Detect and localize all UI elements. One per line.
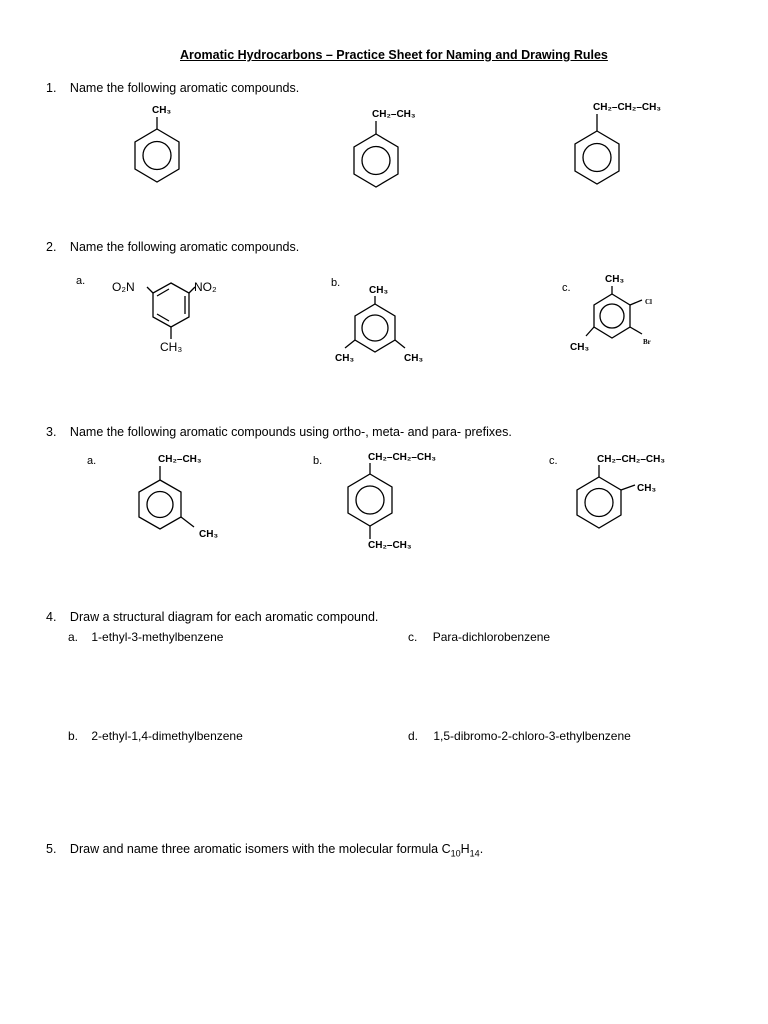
benzene-ring <box>347 121 407 191</box>
item-letter: b. <box>68 729 79 743</box>
substituent-label: CH₂–CH₂–CH₃ <box>597 454 665 465</box>
substituent-label: CH₃ <box>199 529 219 540</box>
question-number: 4. <box>46 610 57 624</box>
substituent-label: CH₃ <box>335 353 355 364</box>
substituent-label: Cl <box>645 298 652 306</box>
substituent-label: CH₃ <box>605 274 625 285</box>
substituent-label: CH₂–CH₃ <box>372 109 416 120</box>
item-letter: d. <box>408 729 419 743</box>
question-1 <box>46 81 299 95</box>
item-letter: a. <box>68 630 79 644</box>
substituent-label: CH₂–CH₂–CH₃ <box>368 452 436 463</box>
list-item <box>408 630 550 644</box>
benzene-ring <box>573 465 653 545</box>
benzene-ring <box>344 463 414 553</box>
substituent-label: CH₃ <box>160 340 183 354</box>
item-label: c. <box>549 455 558 467</box>
benzene-ring <box>584 286 654 356</box>
item-letter: c. <box>408 630 418 644</box>
substituent-label: CH₃ <box>404 353 424 364</box>
question-text: Name the following aromatic compounds. <box>69 240 300 254</box>
substituent-label: NO₂ <box>194 280 217 294</box>
question-3 <box>46 425 512 439</box>
item-label: b. <box>313 455 323 467</box>
item-name: 2-ethyl-1,4-dimethylbenzene <box>91 729 243 743</box>
question-5 <box>46 842 483 859</box>
list-item <box>408 729 631 743</box>
item-label: c. <box>562 282 571 294</box>
benzene-ring <box>343 296 413 366</box>
question-number: 1. <box>46 81 57 95</box>
page-title: Aromatic Hydrocarbons – Practice Sheet for Naming and Drawing Rules <box>180 48 608 62</box>
list-item <box>68 630 223 644</box>
item-name: 1-ethyl-3-methylbenzene <box>91 630 224 644</box>
benzene-ring <box>568 114 628 194</box>
question-2 <box>46 240 299 254</box>
question-number: 5. <box>46 842 57 856</box>
benzene-ring <box>134 466 204 546</box>
benzene-ring <box>135 280 215 350</box>
question-text: Draw a structural diagram for each aromatic compound. <box>69 610 379 624</box>
item-label: a. <box>76 275 86 287</box>
item-name: Para-dichlorobenzene <box>432 630 551 644</box>
question-4 <box>46 610 378 624</box>
substituent-label: CH₃ <box>570 342 590 353</box>
substituent-label: O₂N <box>112 280 135 294</box>
substituent-label: CH₂–CH₃ <box>368 540 412 551</box>
item-label: a. <box>87 455 97 467</box>
question-text: Name the following aromatic compounds using ortho-, meta- and para- prefixes. <box>69 425 512 439</box>
item-name: 1,5-dibromo-2-chloro-3-ethylbenzene <box>433 729 631 743</box>
substituent-label: CH₃ <box>152 105 172 116</box>
item-label: b. <box>331 277 341 289</box>
question-text: Name the following aromatic compounds. <box>69 81 300 95</box>
benzene-ring <box>128 117 188 187</box>
substituent-label: CH₂–CH₃ <box>158 454 202 465</box>
substituent-label: Br <box>643 338 651 346</box>
substituent-label: CH₃ <box>637 483 657 494</box>
substituent-label: CH₃ <box>369 285 389 296</box>
question-text: Draw and name three aromatic isomers with the molecular formula $C_{10}H_{14}$. <box>69 842 484 859</box>
list-item <box>68 729 243 743</box>
substituent-label: CH₂–CH₂–CH₃ <box>593 102 661 113</box>
question-number: 3. <box>46 425 57 439</box>
question-number: 2. <box>46 240 57 254</box>
